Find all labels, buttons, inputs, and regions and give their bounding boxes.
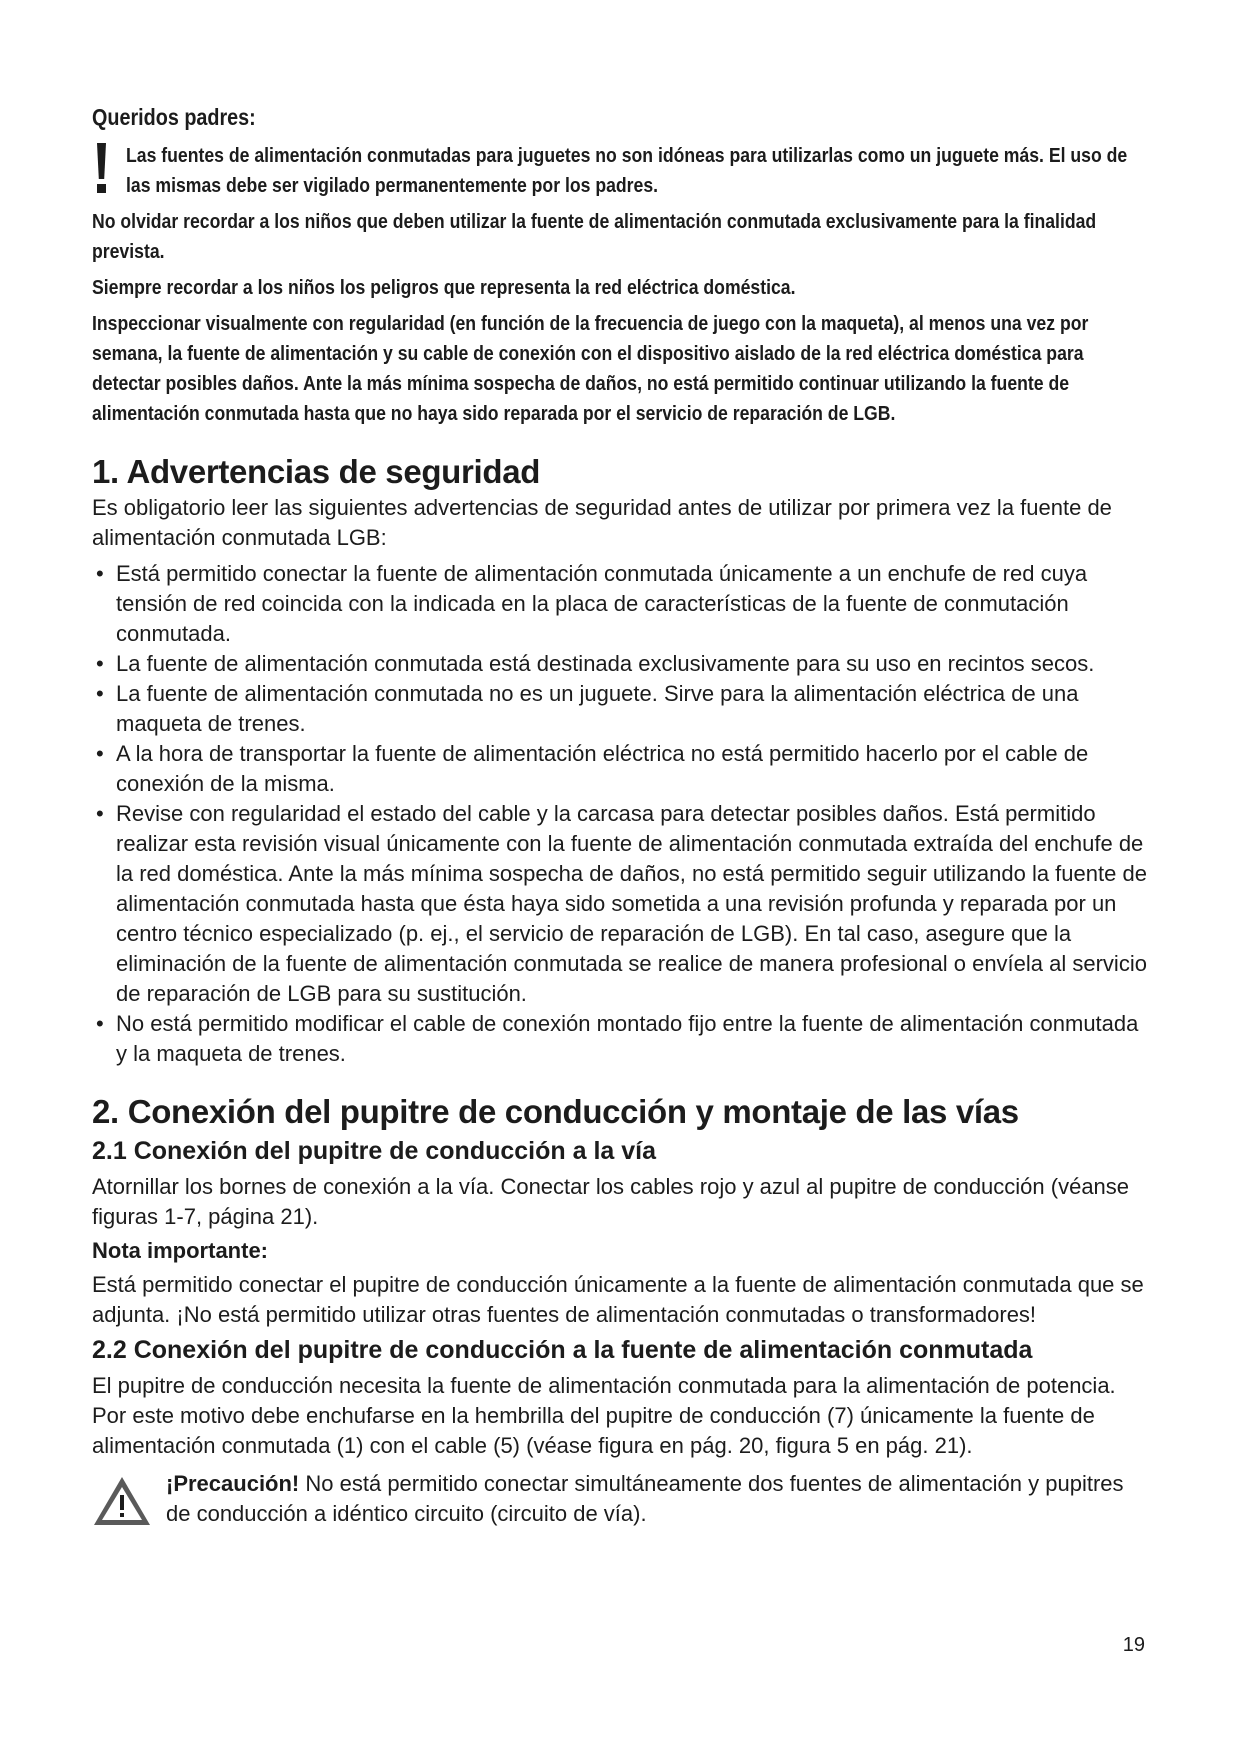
bullet-symbol: • xyxy=(96,561,104,586)
section-2-1-text: Atornillar los bornes de conexión a la vía. Conectar los cables rojo y azul al pupitre de conducción (véanse figuras 1-7, página 21). xyxy=(92,1174,1130,1229)
section-1-heading: 1. Advertencias de seguridad xyxy=(92,453,541,490)
safety-bullet: • La fuente de alimentación conmutada no es un juguete. Sirve para la alimentación eléctrica de una maqueta de trenes. xyxy=(96,681,1079,736)
exclamation-icon xyxy=(94,143,110,195)
safety-bullet: • A la hora de transportar la fuente de alimentación eléctrica no está permitido hacerlo por el cable de conexión de la misma. xyxy=(96,741,1089,796)
section-2-2-text: El pupitre de conducción necesita la fuente de alimentación conmutada para la alimentación de potencia. Por este motivo debe enchufarse en la hembrilla del pupitre de conducción (7) únicamente la fuente de alimentación conmutada (1) con el cable (5) (véase figura en pág. 20, figura 5 en pág. 21). xyxy=(92,1373,1116,1458)
warning-triangle-icon xyxy=(92,1475,152,1527)
section-2-heading: 2. Conexión del pupitre de conducción y montaje de las vías xyxy=(92,1093,1019,1130)
parents-heading: Queridos padres: xyxy=(92,104,256,130)
parents-paragraph-3: Inspeccionar visualmente con regularidad (en función de la frecuencia de juego con la maqueta), al menos una vez por semana, la fuente de alimentación y su cable de conexión con el dispositivo aislado de la red eléctrica doméstica para detectar posibles daños. Ante la más mínima sospecha de daños, no está permitido continuar utilizando la fuente de alimentación conmutada hasta que no haya sido reparada por el servicio de reparación de LGB. xyxy=(92,312,1089,425)
bullet-symbol: • xyxy=(96,651,104,676)
safety-bullet: • La fuente de alimentación conmutada está destinada exclusivamente para su uso en recintos secos. xyxy=(92,649,1152,679)
note-text: Está permitido conectar el pupitre de conducción únicamente a la fuente de alimentación conmutada que se adjunta. ¡No está permitido utilizar otras fuentes de alimentación conmutadas o transformadores! xyxy=(92,1272,1144,1327)
caution-notice xyxy=(92,1469,1152,1529)
section-2-1-heading: 2.1 Conexión del pupitre de conducción a la vía xyxy=(92,1137,657,1165)
safety-bullet-list xyxy=(92,559,1152,1069)
section-2-2-heading: 2.2 Conexión del pupitre de conducción a la fuente de alimentación conmutada xyxy=(92,1336,1033,1364)
parents-paragraph-1: No olvidar recordar a los niños que deben utilizar la fuente de alimentación conmutada exclusivamente para la finalidad prevista. xyxy=(92,210,1097,263)
safety-bullet: • Revise con regularidad el estado del cable y la carcasa para detectar posibles daños. Está permitido realizar esta revisión visual únicamente con la fuente de alimentación conmutada extraída del enchufe de la red doméstica. Ante la más mínima sospecha de daños, no está permitido seguir utilizando la fuente de alimentación conmutada hasta que ésta haya sido sometida a una revisión profunda y reparada por un centro técnico especializado (p. ej., el servicio de reparación de LGB). En tal caso, asegure que la eliminación de la fuente de alimentación conmutada se realice de manera profesional o envíela al servicio de reparación de LGB para su sustitución. xyxy=(96,801,1147,1006)
caution-text: No está permitido conectar simultáneamente dos fuentes de alimentación y pupitres de conducción a idéntico circuito (circuito de vía). xyxy=(166,1471,1124,1526)
note-heading: Nota importante: xyxy=(92,1238,268,1263)
parents-warning xyxy=(92,141,1152,201)
parents-paragraph-2: Siempre recordar a los niños los peligros que representa la red eléctrica doméstica. xyxy=(92,276,796,299)
caution-label: ¡Precaución! xyxy=(166,1471,300,1496)
bullet-symbol: • xyxy=(96,681,104,706)
document-page xyxy=(92,104,1152,1529)
safety-bullet: • Está permitido conectar la fuente de alimentación conmutada únicamente a un enchufe de red cuya tensión de red coincida con la indicada en la placa de características de la fuente de conmutación conmutada. xyxy=(96,561,1088,646)
bullet-symbol: • xyxy=(96,741,104,766)
parents-warning-text: Las fuentes de alimentación conmutadas para juguetes no son idóneas para utilizarlas como un juguete más. El uso de las mismas debe ser vigilado permanentemente por los padres. xyxy=(126,144,1128,197)
page-number: 19 xyxy=(1122,1634,1145,1656)
bullet-symbol: • xyxy=(96,1011,104,1036)
section-1-intro: Es obligatorio leer las siguientes advertencias de seguridad antes de utilizar por primera vez la fuente de alimentación conmutada LGB: xyxy=(92,495,1112,550)
safety-bullet: • No está permitido modificar el cable de conexión montado fijo entre la fuente de alimentación conmutada y la maqueta de trenes. xyxy=(96,1011,1139,1066)
bullet-symbol: • xyxy=(96,801,104,826)
